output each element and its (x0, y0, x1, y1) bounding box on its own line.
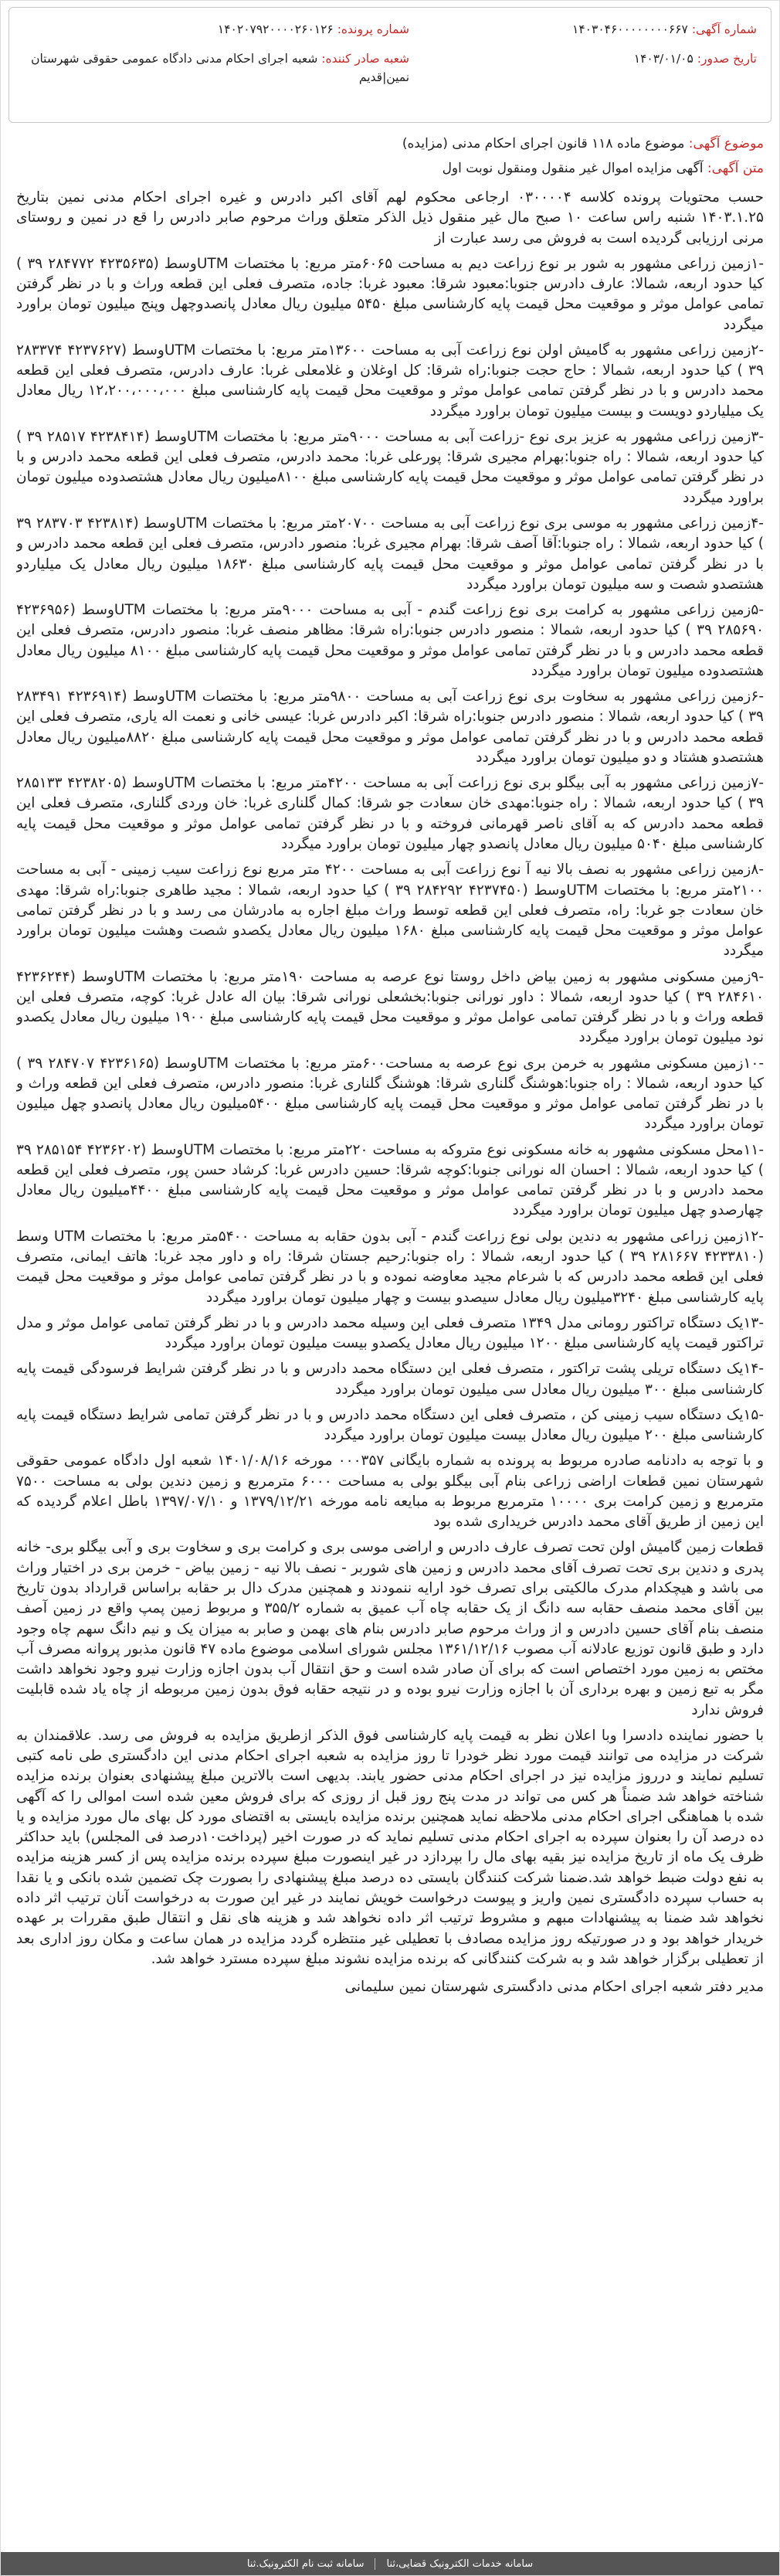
auction-item: -۱۱محل مسکونی مشهور به خانه مسکونی نوع متروکه به مساحت ۲۲۰متر مربع: با مختصات UTMوسط (۴۲۳۶۲۰۲ ۲۸۵۱۵۴ ۳۹ ) کیا حدود اربعه، شمالا : احسان اله نورانی جنوبا:کوچه شرقا: حسین دادرس غربا: کرشاد حسن پور، متصرف فعلی این قطعه محمد دادرس و با در نظر گرفتن تمامی عوامل موثر و موقعیت محل قیمت پایه کارشناسی مبلغ ۴۴۰۰میلیون ریال معادل چهارصدو چهل میلیون تومان براورد میگردد (16, 1141, 764, 1219)
header-left-column (23, 20, 409, 110)
signature: مدیر دفتر شعبه اجرای احکام مدنی دادگستری شهرستان نمین سلیمانی (344, 1979, 764, 1996)
issuing-branch-label: شعبه صادر کننده: (321, 52, 410, 66)
auction-item: -۱۲زمین زراعی مشهور به دندین بولی نوع زراعت گندم - آبی بدون حقابه به مساحت ۵۴۰۰متر مربع: با مختصات UTM وسط (۴۲۳۳۸۱۰ ۲۸۱۶۶۷ ۳۹ ) کیا حدود اربعه، شمالا : راه جنوبا:رحیم جستان شرقا: راه و داور مجد غربا: هاتف ایمانی، متصرف فعلی این قطعه محمد دادرس که با شرعام مجید معاوضه نموده و با در نظر گرفتن تمامی عوامل موثر و موقعیت محل قیمت پایه کارشناسی مبلغ ۳۲۴۰میلیون ریال معادل سیصدو بیست و چهار میلیون تومان براورد میگردد (16, 1228, 764, 1306)
ad-number-value: ۱۴۰۳۰۴۶۰۰۰۰۰۰۰۰۶۶۷ (572, 22, 688, 36)
auction-item: -۱۵یک دستگاه سیب زمینی کن ، متصرف فعلی این دستگاه محمد دادرس و با در نظر گرفتن تمامی شرایط دستگاه قیمت پایه کارشناسی مبلغ ۲۰۰ میلیون ریال معادل بیست میلیون تومان براورد میگردد (16, 1406, 764, 1444)
issue-date-value: ۱۴۰۳/۰۱/۰۵ (633, 52, 694, 66)
ad-number-row (428, 20, 757, 39)
auction-item: -۱۳یک دستگاه تراکتور رومانی مدل ۱۳۴۹ متصرف فعلی این وسیله محمد دادرس و با در نظر گرفتن تمامی عوامل موثر و مدل تراکتور قیمت پایه کارشناسی مبلغ ۱۲۰۰ میلیون ریال معادل یکصدو بیست میلیون تومان براورد میگردد (16, 1314, 764, 1352)
verdict-paragraph: و با توجه به دادنامه صادره مربوط به پرونده به شماره بایگانی ۰۰۰۳۵۷ مورخه ۱۴۰۱/۰۸/۱۶ شعبه اول دادگاه عمومی حقوقی شهرستان نمین قطعات اراضی زراعی بنام آبی بیگلو بولی به مساحت ۶۰۰۰ مترمربع و زمین دندین بولی به مساحت ۷۵۰۰ مترمربع و زمین کرامت بری ۱۰۰۰۰ مترمربع مربوط به مبایعه نامه مورخه ۱۳۷۹/۱۲/۲۱ و ۱۳۹۷/۰۷/۱۰ باطل اعلام گردیده که این زمین از طریق آقای محمد دادرس خریداری شده بود (16, 1453, 764, 1531)
subject-row (16, 134, 764, 154)
auction-item: -۹زمین مسکونی مشهور به زمین بیاض داخل روستا نوع عرصه به مساحت ۱۹۰متر مربع: با مختصات UTMوسط (۴۲۳۶۲۴۴ ۲۸۴۶۱۰ ۳۹ ) کیا حدود اربعه، شمالا : داور نورانی جنوبا:بخشعلی نورانی شرقا: بیان اله عادل غربا: کوچه، متصرف فعلی این قطعه وراث و با در نظر گرفتن تمامی عوامل موثر و موقعیت محل قیمت پایه کارشناسی مبلغ ۱۹۰۰ میلیون ریال معادل یکصدو نود میلیون تومان براورد میگردد (16, 968, 764, 1046)
ad-text-label: متن آگهی: (707, 161, 764, 176)
footer-sana-services: سامانه خدمات الکترونیک قضایی،ثنا (375, 2558, 544, 2570)
subject-value: موضوع ماده ۱۱۸ قانون اجرای احکام مدنی (مزایده) (402, 136, 685, 151)
ad-number-label: شماره آگهی: (691, 22, 757, 36)
footer-bar (1, 2552, 779, 2575)
auction-item: -۸زمین زراعی مشهور به نصف بالا نیه آ نوع زراعت آبی به مساحت ۴۲۰۰ متر مربع نوع زراعت سیب زمینی - آبی به مساحت ۲۱۰۰متر مربع: با مختصات UTMوسط (۴۲۳۷۴۵۰ ۲۸۴۲۹۲ ۳۹ ) کیا حدود اربعه، شمالا : مجید طاهری جنوبا:راه شرقا: مهدی خان سعادت جو غربا: راه، متصرف فعلی این قطعه توسط وراث مبلغ اجاره به مادرشان می رسد و با در نظر گرفتن تمامی عوامل موثر و موقعیت محل قیمت پایه کارشناسی مبلغ ۱۶۸۰ میلیون ریال معادل یکصدو شصت وهشت میلیون تومان براورد میگردد (16, 861, 764, 960)
case-number-value: ۱۴۰۲۰۷۹۲۰۰۰۰۲۶۰۱۲۶ (217, 22, 334, 36)
auction-item: -۵زمین زراعی مشهور به کرامت بری نوع زراعت گندم - آبی به مساحت ۹۰۰۰متر مربع: با مختصات UTMوسط (۴۲۳۶۹۵۶ ۲۸۵۶۹۰ ۳۹ ) کیا حدود اربعه، شمالا : منصور دادرس جنوبا:راه شرقا: مظاهر منصف غربا: منصور دادرس، متصرف فعلی این قطعه محمد دادرس و با در نظر گرفتن تمامی عوامل موثر و موقعیت محل قیمت پایه کارشناسی مبلغ ۸۱۰۰ میلیون ریال معادل هشتصدوده میلیون تومان براورد میگردد (16, 602, 764, 679)
ad-text-row (16, 158, 764, 178)
case-number-row (23, 20, 409, 39)
intro-paragraph: حسب محتویات پرونده کلاسه ۰۳۰۰۰۰۴ ارجاعی محکوم لهم آقای اکبر دادرس و غیره اجرای احکام مدنی نمین بتاریخ ۱۴۰۳.۱.۲۵ شنبه راس ساعت ۱۰ صبح مال غیر منقول ذیل الذکر متعلق وراث مرحوم صابر دادرس را قع در نمین و روستای مرنی ارزیابی گردیده است به فروش می رسد عبارت از (16, 189, 764, 246)
header-right-column (428, 20, 757, 110)
issuing-branch-row (23, 49, 409, 87)
auction-terms-paragraph: با حضور نماینده دادسرا وبا اعلان نظر به قیمت پایه کارشناسی فوق الذکر ازطریق مزایده به فروش می رسد. علاقمندان به شرکت در مزایده می توانند قیمت مورد نظر خودرا تا روز مزایده به شعبه اجرای احکام مدنی این دادگستری طی نامه کتبی تسلیم نمایند و درروز مزایده نیز در اجرای احکام مدنی حضور یابند. بدیهی است بالاترین مبلغ پیشنهادی بعنوان برنده مزایده شناخته خواهد شد ضمناً هر کس می تواند در مدت پنج روز قبل از روزی که برای فروش معین شده است اموالی را که آگهی شده با هماهنگی اجرای احکام مدنی ملاحظه نماید همچنین برنده مزایده بایستی به اقتضای مورد کل بهای مال مورد مزایده و یا ده درصد آن را بعنوان سپرده به اجرای احکام مدنی تسلیم نماید که در صورت اخیر (پرداخت۱۰درصد فی المجلس) باید حداکثر ظرف یک ماه از تاریخ مزایده نیز بقیه بهای مال را بپردازد در غیر اینصورت مبلغ سپرده برنده مزایده پس از کسر هزینه مزایده به نفع دولت ضبط خواهد شد.ضمنا شرکت کنندگان بایستی ده درصد مبلغ پیشنهادی را بصورت چک تضمین شده بانکی و یا نقدا به حساب سپرده دادگستری نمین واریز و پیوست درخواست خویش نمایند در غیر این صورت به درخواست آنان ترتیب اثر داده نخواهد شد ضمنا به پیشنهادات مبهم و مشروط ترتیب اثر داده نخواهد شد و هزینه های نقل و انتقال طبق مقررات بر عهده خریدار خواهد بود و در صورتیکه روز مزایده مصادف با تعطیلی غیر منتظره گردد مزایده در همان ساعت و مکان روز اداری بعد از تعطیلی برگزار خواهد شد و به شرکت کنندگانی که برنده مزایده نشوند مبلغ سپرده مسترد خواهد شد. (16, 1727, 764, 1967)
auction-item: -۱۴یک دستگاه تریلی پشت تراکتور ، متصرف فعلی این دستگاه محمد دادرس و با در نظر گرفتن شرایط فرسودگی قیمت پایه کارشناسی مبلغ ۳۰۰ میلیون ریال معادل سی میلیون تومان براورد میگردد (16, 1361, 764, 1398)
ad-text-title: آگهی مزایده اموال غیر منقول ومنقول نوبت اول (442, 161, 704, 176)
issue-date-label: تاریخ صدور: (697, 52, 757, 66)
auction-item: -۷زمین زراعی مشهور به آبی بیگلو بری نوع زراعت آبی به مساحت ۴۲۰۰متر مربع: با مختصات UTMوسط (۴۲۳۸۲۰۵ ۲۸۵۱۳۳ ۳۹ ) کیا حدود اربعه، شمالا : راه جنوبا:مهدی خان سعادت جو شرقا: کمال گلناری غربا: خان وردی گلناری، متصرف فعلی این قطعه محمد دادرس که به آقای ناصر قهرمانی فروخته و با در نظر گرفتن تمامی عوامل موثر و موقعیت محل قیمت پایه کارشناسی مبلغ ۵۰۴۰ میلیون ریال معادل پانصدو چهار میلیون تومان براورد میگردد (16, 775, 764, 852)
issuing-branch-value: شعبه اجرای احکام مدنی دادگاه عمومی حقوقی شهرستان نمین|قدیم (31, 52, 410, 84)
auction-item: -۶زمین زراعی مشهور به سخاوت بری نوع زراعت آبی به مساحت ۹۸۰۰متر مربع: با مختصات UTMوسط (۴۲۳۶۹۱۴ ۲۸۳۴۹۱ ۳۹ ) کیا حدود اربعه، شمالا : منصور دادرس جنوبا:راه شرقا: اکبر دادرس غربا: عیسی خانی و نعمت اله یاری، متصرف فعلی این قطعه محمد دادرس و با در نظر گرفتن تمامی عوامل موثر و موقعیت محل قیمت پایه کارشناسی مبلغ ۸۸۲۰میلیون ریال معادل هشتصدو هشتاد و دو میلیون تومان براورد میگردد (16, 688, 764, 766)
issue-date-row (428, 49, 757, 68)
ad-body (16, 188, 764, 2544)
footer-sana-registration: سامانه ثبت نام الکترونیک.ثنا (246, 2557, 365, 2570)
auction-item: -۴زمین زراعی مشهور به موسی بری نوع زراعت آبی به مساحت ۲۰۷۰۰متر مربع: با مختصات UTMوسط (۴۲۳۸۱۴ ۲۸۳۷۰۳ ۳۹ ) کیا حدود اربعه، شمالا : راه جنوبا:آقا آصف شرقا: بهرام مجیری غربا: منصور دادرس، متصرف فعلی این قطعه محمد دادرس و با در نظر گرفتن تمامی عوامل موثر و موقعیت محل قیمت پایه کارشناسی مبلغ ۱۸۶۳۰ میلیون ریال معادل یک میلیاردو هشتصدو شصت و سه میلیون تومان براورد میگردد (16, 515, 764, 593)
possession-water-rights-paragraph: قطعات زمین گامیش اولن تحت تصرف عارف دادرس و اراضی موسی بری و کرامت بری و سخاوت بری و آبی بیگلو بری- خانه پدری و دندین بری تحت تصرف آقای محمد دادرس و زمین های شوربر - نصف بالا نیه - زمین بیاض - خرمن بری در اختیار وراث می باشد و هیچکدام مدرک مالکیتی برای تصرف خود ارایه ننمودند و همچنین مدرک دال بر حقابه براساس قرارداد بدون تاریخ بین آقای محمد منصف حقابه سه دانگ از یک حقابه چاه آب عمیق به شماره ۳۵۵/۲ و مربوط زمین پمپ واقع در زمین آصف منصف بنام آقای حسین دادرس و از وراث مرحوم صابر دادرس بنام های بهمن و صابر به میزان یک و نیم دانگ سهم چاه وجود دارد و طبق قانون توزیع عادلانه آب مصوب ۱۳۶۱/۱۲/۱۶ مجلس شورای اسلامی موضوع ماده ۴۷ قانون مذبور پروانه مصرف آب مختص به زمین مورد اختصاص است که برای آن صادر شده است و حق انتقال آب بدون اجازه وزارت نیرو وجود نخواهد داشت مگر به تبع زمین و بهره برداری آن با اجازه وزارت نیرو بوده و در نتیجه حقابه فوق بدون زمین مربوطه از چاه یاد شده قابلیت فروش ندارد (16, 1539, 764, 1718)
auction-item: -۱۰زمین مسکونی مشهور به خرمن بری نوع عرصه به مساحت۶۰۰متر مربع: با مختصات UTMوسط (۴۲۳۶۱۶۵ ۲۸۴۷۰۷ ۳۹ ) کیا حدود اربعه، شمالا : راه جنوبا:هوشنگ گلناری شرقا: هوشنگ گلناری غربا: منصور دادرس، متصرف فعلی این قطعه وراث و با در نظر گرفتن تمامی عوامل موثر و موقعیت محل قیمت پایه کارشناسی مبلغ ۵۴۰۰میلیون ریال معادل پانصدو چهل میلیون تومان براورد میگردد (16, 1055, 764, 1133)
auction-item: -۳زمین زراعی مشهور به عزیز بری نوع -زراعت آبی به مساحت ۹۰۰۰متر مربع: با مختصات UTMوسط (۴۲۳۸۴۱۴ ۲۸۵۱۷ ۳۹ ) کیا حدود اربعه، شمالا : راه جنوبا:بهرام مجیری شرقا: پورعلی غربا: محمد دادرس، متصرف فعلی این قطعه محمد دادرس و با در نظر گرفتن تمامی عوامل موثر و موقعیت محل قیمت پایه کارشناسی مبلغ ۸۱۰۰میلیون ریال معادل هشتصدوده میلیون تومان براورد میگردد (16, 428, 764, 506)
notice-header-box (8, 7, 772, 123)
case-number-label: شماره پرونده: (337, 22, 410, 36)
auction-item: -۲زمین زراعی مشهور به گامیش اولن نوع زراعت آبی به مساحت ۱۳۶۰۰متر مربع: با مختصات UTMوسط (۴۲۳۷۶۲۷ ۲۸۳۳۷۴ ۳۹ ) کیا حدود اربعه، شمالا : حاج حجت جنوبا:راه شرقا: کل اوغلان و غلامعلی غربا: عارف دادرس، متصرف فعلی این قطعه محمد دادرس و با در نظر گرفتن تمامی عوامل موثر و موقعیت محل قیمت پایه کارشناسی مبلغ ۱۲،۲۰۰،۰۰۰،۰۰۰ ریال معادل یک میلیاردو دویست و بیست میلیون تومان براورد میگردد (16, 342, 764, 420)
subject-label: موضوع آگهی: (688, 136, 764, 151)
auction-item: -۱زمین زراعی مشهور به شور بر نوع زراعت دیم به مساحت ۶۰۶۵متر مربع: با مختصات UTMوسط (۴۲۳۵۶۳۵ ۲۸۴۷۷۲ ۳۹ ) کیا حدود اربعه، شمالا: عارف دادرس جنوبا:معبود شرقا: معبود غربا: جاده، متصرف فعلی این قطعه وراث و با در نظر گرفتن تمامی عوامل موثر و موقعیت محل قیمت پایه کارشناسی مبلغ ۵۴۵۰ میلیون ریال معادل پانصدوچهل وپنج میلیون تومان براورد میگردد (16, 255, 764, 333)
